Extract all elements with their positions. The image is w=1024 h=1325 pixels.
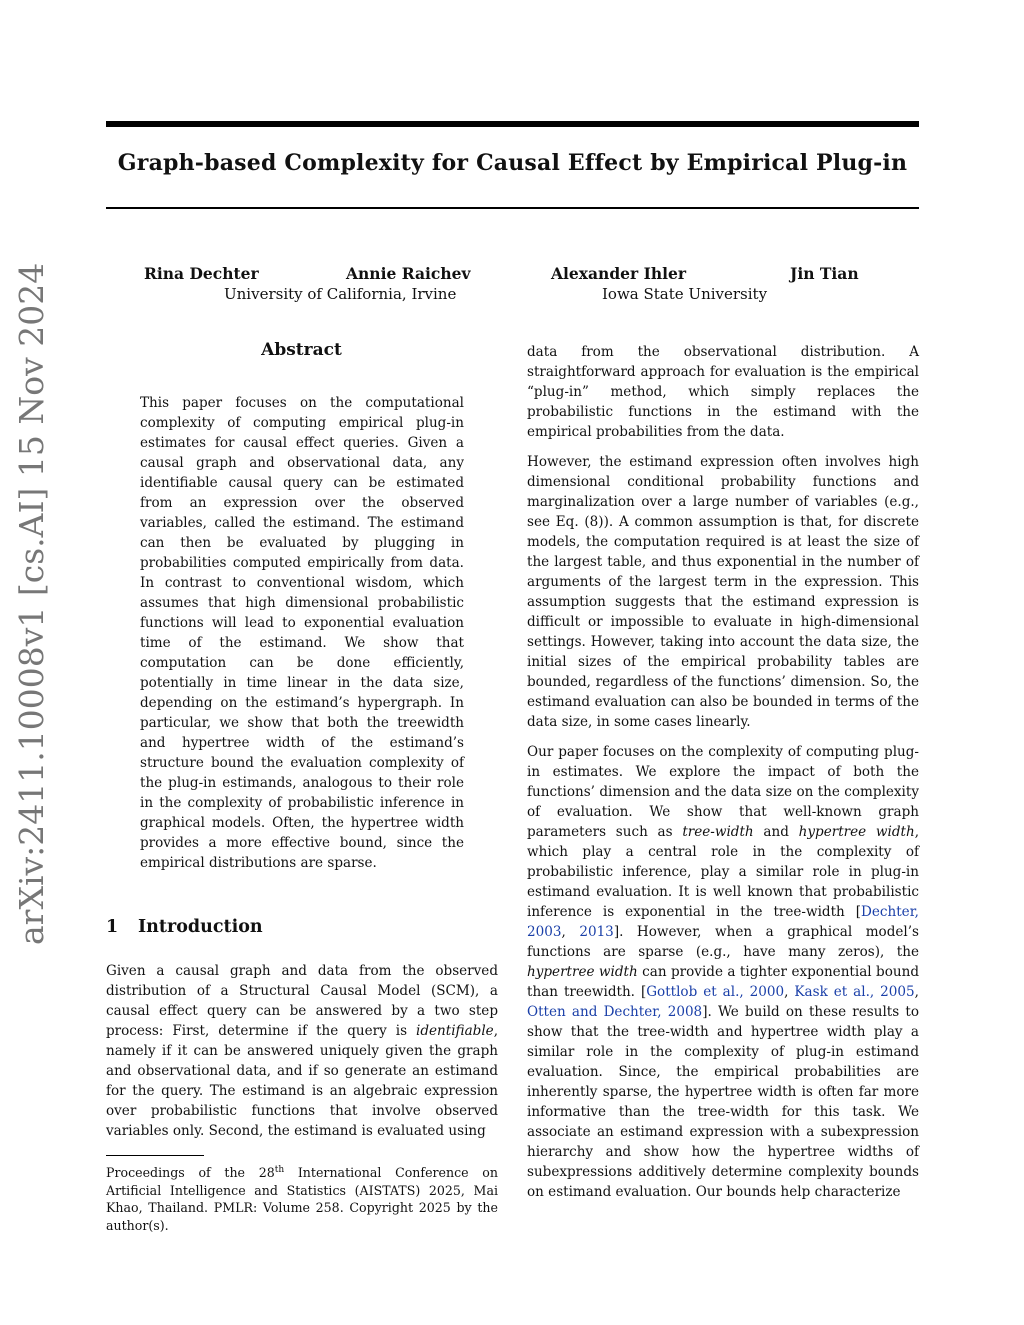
text-run: ,	[914, 984, 919, 1000]
text-run: ,	[784, 984, 795, 1000]
section-title: Introduction	[138, 917, 263, 937]
abstract-text	[140, 393, 464, 873]
footnote-rule	[106, 1155, 204, 1156]
arxiv-stamp: arXiv:2411.10008v1 [cs.AI] 15 Nov 2024	[12, 262, 51, 945]
body-paragraph	[527, 742, 919, 1202]
author-name: Alexander Ihler	[551, 264, 687, 283]
top-rule	[106, 121, 919, 127]
author-name: Jin Tian	[790, 264, 859, 283]
text-run: ,	[561, 924, 580, 940]
text-run: ]. However, when a graphical model’s functions are sparse (e.g., have many zeros), the	[527, 924, 919, 960]
abstract-paragraph: This paper focuses on the computational complexity of computing empirical plug-in estimates for causal effect queries. Given a causal graph and observational data, any identifiable causal query can be estimated from an expression over the observed variables, called the estimand. The estimand can then be evaluated by plugging in probabilities computed empirically from data. In contrast to conventional wisdom, which assumes that high dimensional probabilistic functions will lead to exponential evaluation time of the estimand. We show that computation can be done efficiently, potentially in time linear in the data size, depending on the estimand’s hypergraph. In particular, we show that both the treewidth and hypertree width of the estimand’s structure bound the evaluation complexity of the plug-in estimands, analogous to their role in the complexity of probabilistic inference in graphical models. Often, the hypertree width provides a more effective bound, since the empirical distributions are sparse.	[140, 395, 464, 871]
footnote	[106, 1162, 498, 1234]
author-name: Annie Raichev	[346, 264, 471, 283]
text-run: can provide a tighter exponential bound than treewidth. [	[527, 964, 919, 1000]
text-run: ]. We build on these results to show that the tree-width and hypertree width play a similar role in the complexity of plug-in estimand evaluation. Since, the empirical probabilities are inherently sparse, the hypertree width is often far more informative than the tree-width for this task. We associate an estimand expression with a subexpression hierarchy and show how the hypertree widths of subexpressions additively determine complexity bounds on estimand evaluation. Our bounds help characterize	[527, 1004, 919, 1200]
emphasis: identifiable	[416, 1023, 494, 1039]
citation-link[interactable]: 2013	[579, 924, 614, 940]
right-column	[527, 342, 919, 1202]
text-run: International Conference on Artificial Intelligence and Statistics (AISTATS) 2025, Mai Khao, Thailand. PMLR: Volume 258. Copyright 2025 by the author(s).	[106, 1165, 498, 1233]
text-run: , namely if it can be answered uniquely given the graph and observational data, and if so generate an estimand for the query. The estimand is an algebraic expression over probabilistic functions that involve observed variables only. Second, the estimand is evaluated using	[106, 1023, 498, 1139]
text-run: and	[753, 824, 799, 840]
text-run: Given a causal graph and data from the observed distribution of a Structural Causal Model (SCM), a causal effect query can be answered by a two step process: First, determine if the query is	[106, 963, 498, 1039]
citation-link[interactable]: Dechter, 2003	[527, 904, 919, 940]
affiliation: University of California, Irvine	[224, 285, 457, 303]
affiliation: Iowa State University	[602, 285, 768, 303]
text-run: Our paper focuses on the complexity of computing plug-in estimates. We explore the impact of both the functions’ dimension and the data size on the complexity of evaluation. We show that well-known graph parameters such as	[527, 744, 919, 840]
section-number: 1	[106, 917, 119, 937]
emphasis: hypertree width	[798, 824, 915, 840]
text-run: Proceedings of the 28	[106, 1165, 275, 1181]
citation-link[interactable]: Kask et al., 2005	[794, 984, 915, 1000]
emphasis: hypertree width	[527, 964, 638, 980]
paper-title: Graph-based Complexity for Causal Effect by Empirical Plug-in	[117, 150, 908, 176]
author-name: Rina Dechter	[144, 264, 259, 283]
superscript: th	[274, 1165, 285, 1175]
section-heading	[106, 917, 506, 937]
title-rule	[106, 207, 919, 209]
body-paragraph: data from the observational distribution. A straightforward approach for evaluation is the empirical “plug-in” method, which simply replaces the probabilistic functions in the estimand with the empirical probabilities from the data.	[527, 344, 919, 440]
intro-text	[106, 961, 498, 1141]
body-paragraph: However, the estimand expression often involves high dimensional conditional probability functions and marginalization over a large number of variables (e.g., see Eq. (8)). A common assumption is that, for discrete models, the computation required is at least the size of the largest table, and thus exponential in the number of arguments of the largest term in the expression. This assumption suggests that the estimand expression is difficult or impossible to evaluate in high-dimensional settings. However, taking into account the data size, the initial sizes of the empirical probability tables are bounded, regardless of the functions’ dimension. So, the estimand evaluation can also be bounded in terms of the data size, in some cases linearly.	[527, 454, 919, 730]
abstract-heading: Abstract	[261, 340, 342, 360]
text-run: , which play a central role in the complexity of probabilistic inference, play a similar role in plug-in estimand evaluation. It is well known that probabilistic inference is exponential in the tree-width [	[527, 824, 919, 920]
intro-paragraph	[106, 961, 498, 1141]
citation-link[interactable]: Gottlob et al., 2000	[646, 984, 785, 1000]
citation-link[interactable]: Otten and Dechter, 2008	[527, 1004, 703, 1020]
emphasis: tree-width	[682, 824, 754, 840]
